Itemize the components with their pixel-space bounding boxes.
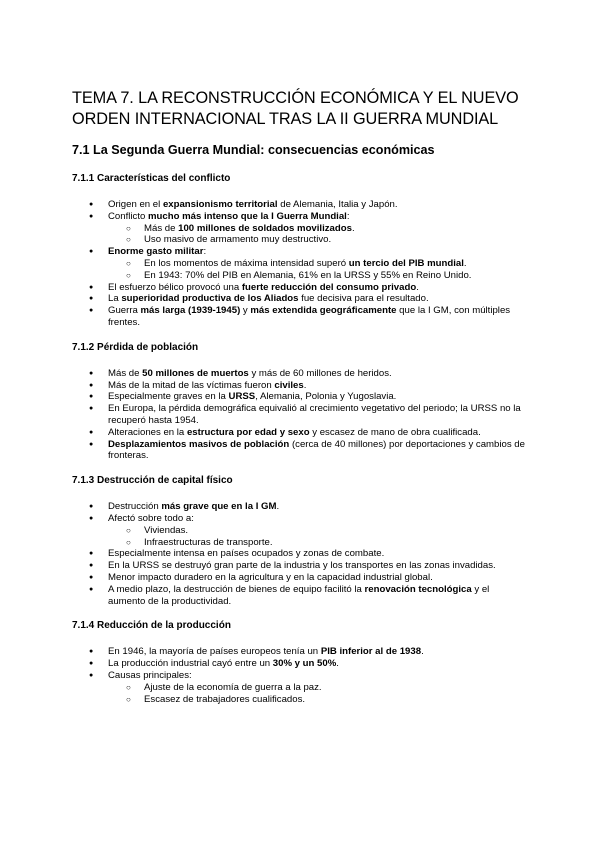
sub-bullet-list: [108, 682, 528, 706]
sub-list-item: [108, 682, 528, 694]
list-item: [72, 584, 528, 608]
bold-text: civiles: [274, 379, 304, 391]
bold-text: un tercio del PIB mundial: [348, 257, 464, 269]
subsections-container: [72, 172, 528, 705]
text-run: Más de la mitad de las víctimas fueron: [108, 379, 275, 391]
sub-list-item: [108, 270, 528, 282]
text-run: .: [421, 646, 424, 658]
text-run: Especialmente graves en la: [108, 391, 229, 403]
list-item: [72, 293, 528, 305]
bold-text: Enorme gasto militar: [108, 246, 204, 258]
sub-list-item: [108, 258, 528, 270]
text-run: y más de 60 millones de heridos.: [248, 367, 392, 379]
list-item: [72, 439, 528, 463]
list-item: [72, 199, 528, 211]
text-run: Conflicto: [108, 210, 148, 222]
text-run: Destrucción: [108, 501, 162, 513]
bold-text: 50 millones de muertos: [142, 367, 249, 379]
text-run: y el aumento de la productividad.: [108, 583, 490, 607]
text-run: .: [336, 658, 339, 670]
sub-bullet-list: [108, 223, 528, 247]
text-run: Menor impacto duradero en la agricultura y en la capacidad industrial global.: [108, 571, 433, 583]
bullet-list: [72, 199, 528, 329]
list-item: [72, 391, 528, 403]
subsection-heading: 7.1.4 Reducción de la producción: [72, 620, 231, 632]
text-run: .: [351, 222, 355, 234]
subsection-heading: 7.1.2 Pérdida de población: [72, 341, 199, 353]
text-run: Afectó sobre todo a:: [108, 512, 194, 524]
bold-text: URSS: [228, 391, 256, 403]
bold-text: renovación tecnológica: [364, 583, 472, 595]
bold-text: superioridad productiva de los Aliados: [121, 293, 299, 305]
list-item: [72, 670, 528, 705]
bullet-list: [72, 646, 528, 705]
text-run: (cerca de 40 millones) por deportaciones y cambios de fronteras.: [108, 438, 525, 462]
list-item: [72, 548, 528, 560]
text-run: fue decisiva para el resultado.: [298, 293, 429, 305]
section-heading: 7.1 La Segunda Guerra Mundial: consecuencias económicas: [72, 143, 435, 157]
text-run: .: [416, 281, 419, 293]
sub-list-item: [108, 537, 528, 549]
list-item: [72, 368, 528, 380]
text-run: En 1943: 70% del PIB en Alemania, 61% en la URSS y 55% en Reino Unido.: [144, 269, 472, 281]
text-run: y: [240, 305, 251, 317]
list-item: [72, 513, 528, 548]
list-item: [72, 646, 528, 658]
text-run: .: [276, 501, 280, 513]
list-item: [72, 501, 528, 513]
bold-text: Desplazamientos masivos de población: [108, 438, 290, 450]
text-run: Especialmente intensa en países ocupados y zonas de combate.: [108, 548, 385, 560]
list-item: [72, 380, 528, 392]
text-run: La producción industrial cayó entre un: [108, 658, 273, 670]
text-run: La: [108, 293, 122, 305]
text-run: Guerra: [108, 305, 141, 317]
list-item: [72, 572, 528, 584]
text-run: Infraestructuras de transporte.: [144, 536, 273, 548]
bold-text: PIB inferior al de 1938: [320, 646, 422, 658]
text-run: y escasez de mano de obra cualificada.: [309, 426, 481, 438]
list-item: [72, 427, 528, 439]
text-run: :: [346, 210, 350, 222]
text-run: Viviendas.: [144, 524, 189, 536]
sub-list-item: [108, 223, 528, 235]
text-run: Ajuste de la economía de guerra a la paz.: [144, 681, 322, 693]
bold-text: 100 millones de soldados movilizados: [178, 222, 352, 234]
sub-list-item: [108, 234, 528, 246]
list-item: [72, 282, 528, 294]
bold-text: mucho más intenso que la I Guerra Mundial: [148, 210, 347, 222]
document-title: TEMA 7. LA RECONSTRUCCIÓN ECONÓMICA Y EL NUEVO ORDEN INTERNACIONAL TRAS LA II GUERRA MUNDIAL: [72, 89, 519, 128]
text-run: En los momentos de máxima intensidad superó: [144, 257, 349, 269]
list-item: [72, 658, 528, 670]
text-run: .: [303, 379, 307, 391]
text-run: Escasez de trabajadores cualificados.: [144, 693, 306, 705]
list-item: [72, 560, 528, 572]
list-item: [72, 403, 528, 427]
text-run: Causas principales:: [108, 669, 192, 681]
text-run: .: [463, 257, 467, 269]
text-run: Más de: [144, 222, 179, 234]
text-run: Alteraciones en la: [108, 426, 187, 438]
text-run: Más de: [108, 367, 143, 379]
subsection-heading: 7.1.1 Características del conflicto: [72, 173, 231, 184]
text-run: , Alemania, Polonia y Yugoslavia.: [255, 391, 397, 403]
list-item: [72, 211, 528, 246]
list-item: [72, 305, 528, 329]
text-run: :: [203, 246, 207, 258]
text-run: El esfuerzo bélico provocó una: [108, 281, 242, 293]
bold-text: más grave que en la I GM: [161, 501, 277, 513]
sub-list-item: [108, 525, 528, 537]
bullet-list: [72, 368, 528, 462]
text-run: Uso masivo de armamento muy destructivo.: [144, 234, 332, 246]
subsection-heading: 7.1.3 Destrucción de capital físico: [72, 475, 233, 487]
sub-bullet-list: [108, 258, 528, 282]
text-run: Origen en el: [108, 199, 163, 210]
text-run: de Alemania, Italia y Japón.: [277, 199, 398, 210]
list-item: [72, 246, 528, 281]
document-page: [72, 88, 528, 717]
sub-bullet-list: [108, 525, 528, 549]
text-run: En la URSS se destruyó gran parte de la industria y los transportes en las zonas invadidas.: [108, 560, 496, 572]
text-run: En Europa, la pérdida demográfica equivalió al crecimiento vegetativo del periodo; la URSS no la recuperó hasta 1954.: [108, 403, 521, 426]
bold-text: 30% y un 50%: [272, 658, 337, 670]
bold-text: expansionismo territorial: [162, 199, 278, 210]
text-run: A medio plazo, la destrucción de bienes de equipo facilitó la: [108, 583, 365, 595]
bold-text: estructura por edad y sexo: [186, 426, 310, 438]
bullet-list: [72, 501, 528, 607]
bold-text: más extendida geográficamente: [250, 305, 397, 317]
text-run: En 1946, la mayoría de países europeos tenía un: [108, 646, 321, 658]
bold-text: más larga (1939-1945): [140, 305, 241, 317]
sub-list-item: [108, 694, 528, 706]
text-run: que la I GM, con múltiples frentes.: [108, 305, 511, 328]
bold-text: fuerte reducción del consumo privado: [241, 281, 417, 293]
